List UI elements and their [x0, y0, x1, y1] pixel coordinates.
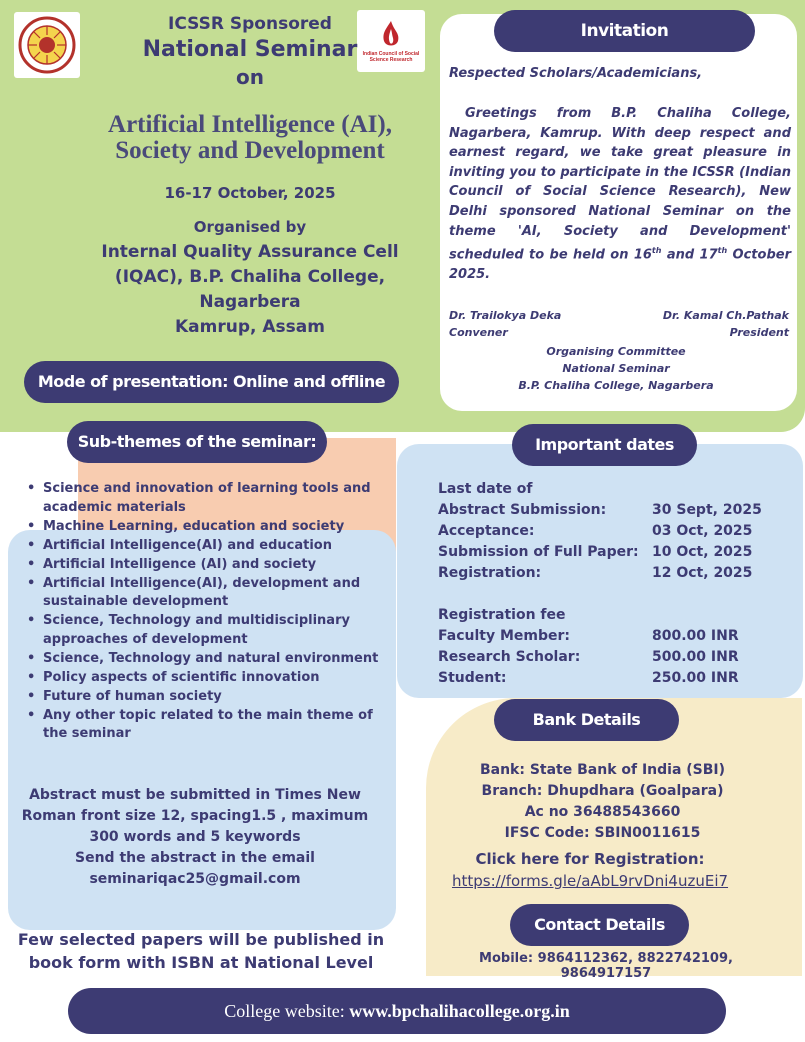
date-label: Acceptance:	[438, 523, 535, 539]
website-prefix: College website:	[224, 1001, 350, 1021]
list-item: • Science, Technology and natural environment	[24, 650, 394, 669]
registration-label: Click here for Registration:	[475, 850, 705, 868]
fee-label: Research Scholar:	[438, 649, 581, 665]
signatory-name: Dr. Trailokya Deka	[449, 309, 562, 322]
list-item: • Artificial Intelligence(AI), development and sustainable development	[24, 575, 394, 612]
date-value: 03 Oct, 2025	[652, 523, 753, 539]
date-label: Submission of Full Paper:	[438, 544, 639, 560]
publication-line: Few selected papers will be published in	[17, 930, 385, 949]
list-item: • Artificial Intelligence (AI) and society	[24, 556, 394, 575]
list-item: • Artificial Intelligence(AI) and education	[24, 537, 394, 556]
bank-line: Bank: State Bank of India (SBI)	[479, 762, 726, 778]
contact-details-heading: Contact Details	[510, 904, 689, 946]
invitation-text: and 17	[661, 247, 718, 263]
organiser-line: Kamrup, Assam	[175, 317, 325, 337]
guideline-line: 300 words and 5 keywords	[89, 829, 301, 845]
guideline-line: Roman front size 12, spacing1.5 , maximum	[21, 808, 369, 824]
date-value: 10 Oct, 2025	[652, 544, 753, 560]
guideline-line: Send the abstract in the email	[75, 850, 315, 866]
fee-label: Faculty Member:	[438, 628, 570, 644]
abstract-email[interactable]: seminariqac25@gmail.com	[89, 871, 301, 887]
date-label: Abstract Submission:	[438, 502, 607, 518]
invitation-body	[449, 104, 791, 285]
organiser-line: (IQAC), B.P. Chaliha College,	[114, 267, 386, 287]
invitation-heading: Invitation	[494, 10, 755, 52]
fee-label: Student:	[438, 670, 507, 686]
list-item: • Future of human society	[24, 688, 394, 707]
list-item: • Policy aspects of scientific innovation	[24, 669, 394, 688]
signatory-president	[620, 307, 789, 341]
fee-value: 500.00 INR	[652, 649, 739, 665]
seminar-title	[40, 112, 460, 164]
invitation-text: Greetings from B.P. Chaliha College, Nagarbera, Kamrup. With deep respect and earnest regard, we take great pleasure in inviting you to participate in the ICSSR (Indian Council of Social Science Research), New Delhi sponsored National Seminar on the theme 'AI, Society and Development' scheduled to be held on 16	[449, 106, 791, 263]
title-line-2: Society and Development	[115, 137, 385, 164]
organised-by-label: Organised by	[193, 218, 307, 236]
fee-value: 250.00 INR	[652, 670, 739, 686]
signatory-role: Convener	[449, 326, 508, 339]
mode-of-presentation-badge: Mode of presentation: Online and offline	[24, 361, 399, 403]
bank-line: Ac no 36488543660	[524, 804, 681, 820]
invitation-text: October 2025.	[449, 247, 791, 283]
list-item: • Science, Technology and multidisciplinary approaches of development	[24, 612, 394, 649]
organiser-line: Nagarbera	[199, 292, 301, 312]
signatory-convener	[449, 307, 561, 341]
organiser-block	[45, 240, 455, 340]
college-website-banner	[68, 988, 726, 1034]
ordinal-suffix: th	[651, 246, 662, 256]
bank-details	[430, 760, 775, 844]
website-link[interactable]: www.bpchalihacollege.org.in	[349, 1001, 570, 1021]
icssr-logo-text: Indian Council of Social Science Research	[362, 51, 420, 63]
fee-value: 800.00 INR	[652, 628, 739, 644]
important-dates-heading: Important dates	[512, 424, 697, 466]
fee-heading-label: Registration fee	[438, 607, 566, 623]
committee-line: Organising Committee	[546, 345, 686, 358]
bank-line: IFSC Code: SBIN0011615	[504, 825, 701, 841]
signatory-role: President	[729, 326, 789, 339]
list-item: • Any other topic related to the main theme of the seminar	[24, 707, 394, 744]
last-date-label: Last date of	[438, 481, 533, 497]
bank-details-heading: Bank Details	[494, 699, 679, 741]
date-label: Registration:	[438, 565, 542, 581]
committee-line: National Seminar	[562, 362, 670, 375]
title-line-1: Artificial Intelligence (AI),	[108, 111, 392, 138]
sponsor-line: ICSSR Sponsored	[168, 14, 332, 34]
date-value: 12 Oct, 2025	[652, 565, 753, 581]
committee-line: B.P. Chaliha College, Nagarbera	[518, 379, 714, 392]
bank-line: Branch: Dhupdhara (Goalpara)	[481, 783, 724, 799]
seminar-type: National Seminar	[142, 37, 358, 62]
seminar-dates: 16-17 October, 2025	[164, 184, 336, 202]
subthemes-list	[24, 480, 394, 744]
list-item: • Science and innovation of learning tools and academic materials	[24, 480, 394, 517]
on-text: on	[236, 65, 264, 89]
subthemes-heading: Sub-themes of the seminar:	[67, 421, 327, 463]
guideline-line: Abstract must be submitted in Times New	[29, 787, 361, 803]
date-value: 30 Sept, 2025	[652, 502, 762, 518]
signatory-name: Dr. Kamal Ch.Pathak	[662, 309, 789, 322]
abstract-guidelines	[14, 785, 376, 890]
list-item: • Machine Learning, education and society	[24, 518, 394, 537]
registration-link[interactable]: https://forms.gle/aAbL9rvDni4uzuEi7	[451, 872, 729, 890]
organising-committee	[445, 343, 787, 394]
contact-mobile: Mobile: 9864112362, 8822742109, 9864917157	[479, 951, 733, 981]
publication-note	[4, 928, 398, 974]
invitation-greeting: Respected Scholars/Academicians,	[449, 66, 703, 81]
organiser-line: Internal Quality Assurance Cell	[101, 242, 399, 262]
publication-line: book form with ISBN at National Level	[28, 953, 374, 972]
ordinal-suffix: th	[717, 246, 728, 256]
